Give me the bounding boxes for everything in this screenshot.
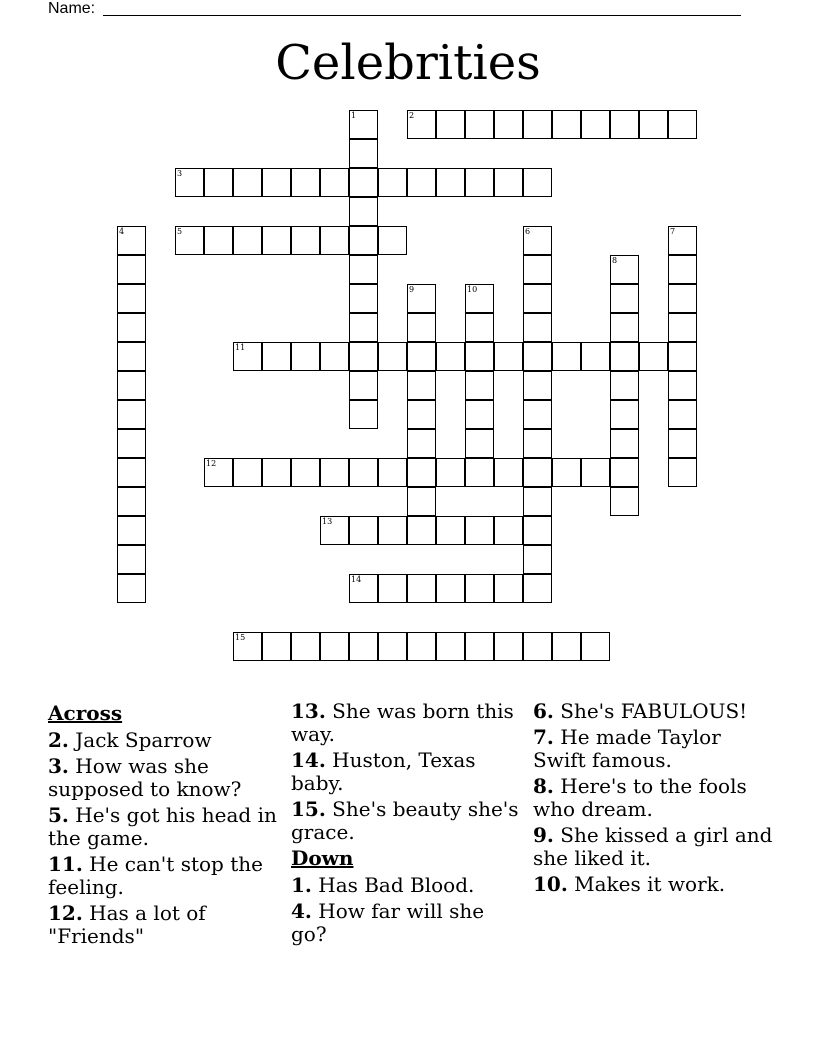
grid-cell[interactable] [523, 110, 552, 139]
grid-cell[interactable] [523, 545, 552, 574]
clue-text: She's beauty she's grace. [291, 797, 519, 844]
clue-text: How far will she go? [291, 899, 485, 946]
clue-number-label: 2 [409, 111, 415, 120]
grid-cell[interactable] [233, 458, 262, 487]
grid-cell[interactable] [581, 632, 610, 661]
grid-cell[interactable] [610, 458, 639, 487]
grid-cell[interactable] [494, 632, 523, 661]
grid-cell[interactable] [349, 632, 378, 661]
grid-cell[interactable] [523, 342, 552, 371]
clue-number-label: 7 [670, 227, 676, 236]
grid-cell[interactable] [349, 342, 378, 371]
grid-cell[interactable] [233, 226, 262, 255]
grid-cell[interactable] [465, 168, 494, 197]
grid-cell[interactable] [407, 516, 436, 545]
clue-number: 6. [533, 699, 554, 723]
clue-number: 15. [291, 797, 326, 821]
clue-number-label: 5 [177, 227, 183, 236]
grid-cell[interactable] [378, 516, 407, 545]
grid-cell[interactable] [117, 371, 146, 400]
grid-cell[interactable] [117, 400, 146, 429]
down-heading: Down [291, 846, 354, 870]
grid-cell[interactable] [291, 458, 320, 487]
grid-cell[interactable] [523, 313, 552, 342]
clue-text: He's got his head in the game. [48, 803, 277, 850]
grid-cell[interactable] [320, 342, 349, 371]
grid-cell[interactable] [436, 168, 465, 197]
clue-number-label: 12 [206, 459, 217, 468]
grid-cell[interactable] [552, 110, 581, 139]
clue-down-6 [533, 700, 773, 723]
clue-down-9 [533, 824, 773, 870]
clue-number: 13. [291, 699, 326, 723]
grid-cell[interactable] [175, 168, 204, 197]
grid-cell[interactable] [610, 313, 639, 342]
grid-cell[interactable] [407, 400, 436, 429]
clue-number: 9. [533, 823, 554, 847]
grid-cell[interactable] [668, 429, 697, 458]
grid-cell[interactable] [668, 284, 697, 313]
grid-cell[interactable] [523, 516, 552, 545]
grid-cell[interactable] [204, 226, 233, 255]
grid-cell[interactable] [117, 487, 146, 516]
clue-text: He made Taylor Swift famous. [533, 725, 721, 772]
clue-down-10 [533, 873, 773, 896]
grid-cell[interactable] [291, 226, 320, 255]
grid-cell[interactable] [233, 342, 262, 371]
clue-text: Has a lot of "Friends" [48, 901, 206, 948]
grid-cell[interactable] [668, 458, 697, 487]
clue-across-13 [291, 700, 523, 746]
grid-cell[interactable] [378, 226, 407, 255]
grid-cell[interactable] [465, 458, 494, 487]
grid-cell[interactable] [465, 574, 494, 603]
grid-cell[interactable] [668, 371, 697, 400]
grid-cell[interactable] [610, 487, 639, 516]
grid-cell[interactable] [407, 342, 436, 371]
grid-cell[interactable] [378, 632, 407, 661]
clue-text: She's FABULOUS! [560, 699, 748, 723]
grid-cell[interactable] [436, 458, 465, 487]
grid-cell[interactable] [465, 110, 494, 139]
clue-text: Has Bad Blood. [318, 873, 475, 897]
grid-cell[interactable] [436, 342, 465, 371]
clue-number: 3. [48, 754, 69, 778]
clue-text: Huston, Texas baby. [291, 748, 476, 795]
grid-cell[interactable] [349, 139, 378, 168]
grid-cell[interactable] [610, 342, 639, 371]
grid-cell[interactable] [407, 313, 436, 342]
clue-number-label: 15 [235, 633, 246, 642]
clue-down-7 [533, 726, 773, 772]
clue-text: Here's to the fools who dream. [533, 774, 747, 821]
grid-cell[interactable] [552, 632, 581, 661]
grid-cell[interactable] [407, 284, 436, 313]
grid-cell[interactable] [233, 632, 262, 661]
grid-cell[interactable] [117, 574, 146, 603]
grid-cell[interactable] [668, 110, 697, 139]
clues-column-1 [48, 700, 280, 951]
grid-cell[interactable] [407, 458, 436, 487]
grid-cell[interactable] [523, 429, 552, 458]
grid-cell[interactable] [204, 168, 233, 197]
grid-cell[interactable] [581, 110, 610, 139]
grid-cell[interactable] [320, 168, 349, 197]
grid-cell[interactable] [407, 110, 436, 139]
grid-cell[interactable] [465, 342, 494, 371]
grid-cell[interactable] [668, 255, 697, 284]
clue-across-2 [48, 729, 280, 752]
grid-cell[interactable] [610, 110, 639, 139]
grid-cell[interactable] [465, 313, 494, 342]
grid-cell[interactable] [610, 371, 639, 400]
grid-cell[interactable] [204, 458, 233, 487]
clue-text: Jack Sparrow [75, 728, 212, 752]
grid-cell[interactable] [581, 458, 610, 487]
clue-number: 1. [291, 873, 312, 897]
clue-text: She kissed a girl and she liked it. [533, 823, 773, 870]
clue-number-label: 13 [322, 517, 333, 526]
clue-across-11 [48, 853, 280, 899]
grid-cell[interactable] [668, 313, 697, 342]
grid-cell[interactable] [233, 168, 262, 197]
grid-cell[interactable] [465, 632, 494, 661]
clue-text: Makes it work. [574, 872, 726, 896]
clue-down-4 [291, 900, 523, 946]
grid-cell[interactable] [320, 458, 349, 487]
clue-number: 14. [291, 748, 326, 772]
clue-number-label: 10 [467, 285, 478, 294]
grid-cell[interactable] [407, 487, 436, 516]
clue-down-1 [291, 874, 523, 897]
clue-number-label: 14 [351, 575, 362, 584]
grid-cell[interactable] [117, 313, 146, 342]
grid-cell[interactable] [349, 371, 378, 400]
clue-number-label: 9 [409, 285, 415, 294]
clue-across-15 [291, 798, 523, 844]
grid-cell[interactable] [610, 284, 639, 313]
grid-cell[interactable] [378, 342, 407, 371]
grid-cell[interactable] [117, 429, 146, 458]
clue-number: 8. [533, 774, 554, 798]
grid-cell[interactable] [349, 197, 378, 226]
grid-cell[interactable] [465, 371, 494, 400]
clues-column-2 [291, 700, 523, 949]
grid-cell[interactable] [349, 168, 378, 197]
grid-cell[interactable] [552, 342, 581, 371]
grid-cell[interactable] [610, 255, 639, 284]
grid-cell[interactable] [262, 458, 291, 487]
grid-cell[interactable] [407, 429, 436, 458]
grid-cell[interactable] [117, 255, 146, 284]
grid-cell[interactable] [668, 226, 697, 255]
clue-number: 2. [48, 728, 69, 752]
grid-cell[interactable] [262, 632, 291, 661]
grid-cell[interactable] [262, 342, 291, 371]
clue-number-label: 1 [351, 111, 357, 120]
grid-cell[interactable] [523, 632, 552, 661]
grid-cell[interactable] [378, 574, 407, 603]
grid-cell[interactable] [494, 110, 523, 139]
grid-cell[interactable] [523, 487, 552, 516]
grid-cell[interactable] [494, 168, 523, 197]
clue-text: He can't stop the feeling. [48, 852, 263, 899]
grid-cell[interactable] [291, 168, 320, 197]
grid-cell[interactable] [436, 574, 465, 603]
clue-across-14 [291, 749, 523, 795]
grid-cell[interactable] [262, 168, 291, 197]
grid-cell[interactable] [320, 226, 349, 255]
grid-cell[interactable] [349, 516, 378, 545]
grid-cell[interactable] [349, 284, 378, 313]
grid-cell[interactable] [639, 342, 668, 371]
grid-cell[interactable] [349, 255, 378, 284]
grid-cell[interactable] [523, 400, 552, 429]
grid-cell[interactable] [117, 458, 146, 487]
grid-cell[interactable] [407, 632, 436, 661]
name-label: Name: [48, 0, 96, 17]
clue-number: 11. [48, 852, 83, 876]
grid-cell[interactable] [523, 284, 552, 313]
puzzle-title: Celebrities [275, 35, 541, 91]
grid-cell[interactable] [552, 458, 581, 487]
grid-cell[interactable] [407, 371, 436, 400]
grid-cell[interactable] [349, 400, 378, 429]
clue-number-label: 6 [525, 227, 531, 236]
grid-cell[interactable] [523, 168, 552, 197]
clue-number: 7. [533, 725, 554, 749]
grid-cell[interactable] [320, 632, 349, 661]
grid-cell[interactable] [117, 545, 146, 574]
grid-cell[interactable] [494, 516, 523, 545]
clues-column-3 [533, 700, 773, 899]
grid-cell[interactable] [349, 110, 378, 139]
grid-cell[interactable] [291, 632, 320, 661]
grid-cell[interactable] [668, 400, 697, 429]
grid-cell[interactable] [378, 458, 407, 487]
clue-text: She was born this way. [291, 699, 514, 746]
grid-cell[interactable] [436, 516, 465, 545]
grid-cell[interactable] [610, 429, 639, 458]
clue-across-3 [48, 755, 280, 801]
grid-cell[interactable] [117, 226, 146, 255]
grid-cell[interactable] [436, 110, 465, 139]
grid-cell[interactable] [407, 168, 436, 197]
grid-cell[interactable] [465, 284, 494, 313]
grid-cell[interactable] [668, 342, 697, 371]
clue-number-label: 8 [612, 256, 618, 265]
grid-cell[interactable] [117, 284, 146, 313]
grid-cell[interactable] [349, 226, 378, 255]
grid-cell[interactable] [320, 516, 349, 545]
grid-cell[interactable] [117, 516, 146, 545]
grid-cell[interactable] [610, 400, 639, 429]
grid-cell[interactable] [291, 342, 320, 371]
clue-number: 5. [48, 803, 69, 827]
grid-cell[interactable] [175, 226, 204, 255]
clue-text: How was she supposed to know? [48, 754, 242, 801]
across-heading: Across [48, 701, 123, 725]
grid-cell[interactable] [523, 226, 552, 255]
grid-cell[interactable] [639, 110, 668, 139]
grid-cell[interactable] [436, 632, 465, 661]
clue-number: 12. [48, 901, 83, 925]
clue-across-12 [48, 902, 280, 948]
clue-number-label: 3 [177, 169, 183, 178]
grid-cell[interactable] [523, 574, 552, 603]
clue-across-5 [48, 804, 280, 850]
grid-cell[interactable] [494, 574, 523, 603]
grid-cell[interactable] [378, 168, 407, 197]
grid-cell[interactable] [349, 313, 378, 342]
clue-number-label: 4 [119, 227, 125, 236]
clue-number: 4. [291, 899, 312, 923]
grid-cell[interactable] [581, 342, 610, 371]
grid-cell[interactable] [262, 226, 291, 255]
grid-cell[interactable] [523, 458, 552, 487]
clue-down-8 [533, 775, 773, 821]
grid-cell[interactable] [465, 429, 494, 458]
clue-number-label: 11 [235, 343, 246, 352]
grid-cell[interactable] [407, 574, 436, 603]
grid-cell[interactable] [465, 400, 494, 429]
grid-cell[interactable] [494, 458, 523, 487]
grid-cell[interactable] [523, 255, 552, 284]
grid-cell[interactable] [117, 342, 146, 371]
clue-number: 10. [533, 872, 568, 896]
grid-cell[interactable] [349, 574, 378, 603]
grid-cell[interactable] [523, 371, 552, 400]
grid-cell[interactable] [349, 458, 378, 487]
grid-cell[interactable] [465, 516, 494, 545]
grid-cell[interactable] [494, 342, 523, 371]
